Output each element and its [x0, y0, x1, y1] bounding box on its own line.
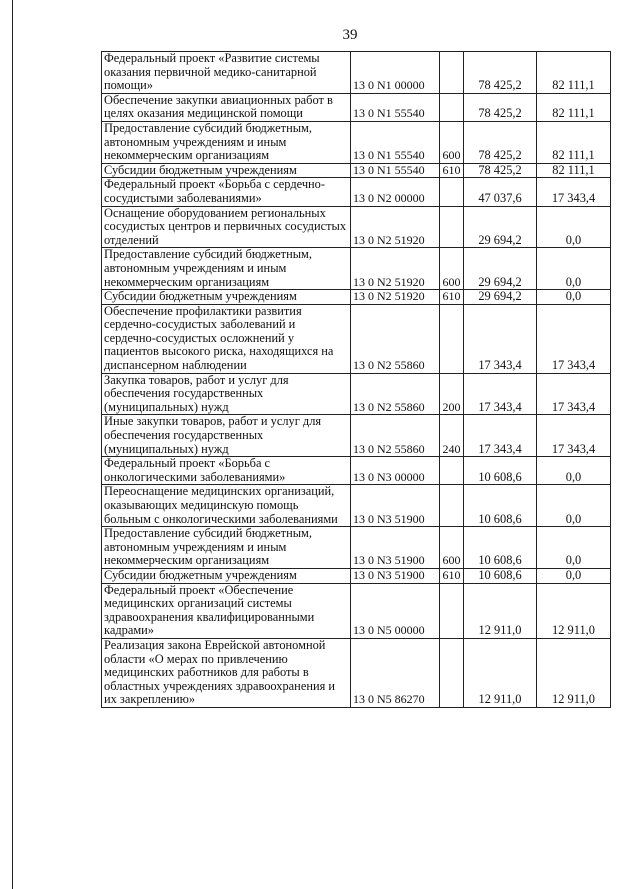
table-row [102, 248, 611, 290]
row-value-1-cell: 12 911,0 [464, 638, 537, 707]
row-value-2-cell: 17 343,4 [537, 373, 611, 415]
row-value-2-cell: 82 111,1 [537, 93, 611, 121]
table-row [102, 121, 611, 163]
table-row [102, 178, 611, 206]
row-expense-type-cell [440, 638, 464, 707]
budget-table [101, 51, 611, 708]
row-expense-type-cell [440, 304, 464, 373]
row-value-2-cell: 0,0 [537, 290, 611, 305]
row-expense-type-cell: 610 [440, 163, 464, 178]
row-code-cell: 13 0 N1 00000 [351, 52, 440, 94]
row-value-1-cell: 10 608,6 [464, 527, 537, 569]
row-value-2-cell: 0,0 [537, 485, 611, 527]
row-expense-type-cell: 600 [440, 121, 464, 163]
row-value-1-cell: 78 425,2 [464, 52, 537, 94]
row-expense-type-cell [440, 485, 464, 527]
row-code-cell: 13 0 N1 55540 [351, 121, 440, 163]
table-row [102, 52, 611, 94]
row-code-cell: 13 0 N2 55860 [351, 373, 440, 415]
row-value-2-cell: 12 911,0 [537, 583, 611, 638]
row-expense-type-cell: 600 [440, 527, 464, 569]
row-expense-type-cell: 610 [440, 568, 464, 583]
row-name-cell: Переоснащение медицинских организаций, оказывающих медицинскую помощь больным с онкологическими заболеваниями [102, 485, 351, 527]
row-value-1-cell: 12 911,0 [464, 583, 537, 638]
row-name-cell: Обеспечение закупки авиационных работ в целях оказания медицинской помощи [102, 93, 351, 121]
row-value-2-cell: 82 111,1 [537, 52, 611, 94]
row-code-cell: 13 0 N2 00000 [351, 178, 440, 206]
table-row [102, 583, 611, 638]
row-value-1-cell: 78 425,2 [464, 163, 537, 178]
row-name-cell: Закупка товаров, работ и услуг для обеспечения государственных (муниципальных) нужд [102, 373, 351, 415]
row-name-cell: Федеральный проект «Развитие системы оказания первичной медико-санитарной помощи» [102, 52, 351, 94]
row-value-1-cell: 17 343,4 [464, 304, 537, 373]
row-value-2-cell: 17 343,4 [537, 415, 611, 457]
row-value-2-cell: 0,0 [537, 457, 611, 485]
page-number: 39 [342, 27, 358, 43]
table-row [102, 163, 611, 178]
row-value-1-cell: 78 425,2 [464, 93, 537, 121]
row-name-cell: Оснащение оборудованием региональных сосудистых центров и первичных сосудистых отделений [102, 206, 351, 248]
row-value-1-cell: 10 608,6 [464, 485, 537, 527]
row-expense-type-cell: 610 [440, 290, 464, 305]
table-row [102, 93, 611, 121]
row-value-1-cell: 29 694,2 [464, 248, 537, 290]
row-value-1-cell: 29 694,2 [464, 290, 537, 305]
row-name-cell: Предоставление субсидий бюджетным, автономным учреждениям и иным некоммерческим организациям [102, 121, 351, 163]
row-expense-type-cell [440, 52, 464, 94]
row-code-cell: 13 0 N3 51900 [351, 568, 440, 583]
row-name-cell: Федеральный проект «Борьба с сердечно-сосудистыми заболеваниями» [102, 178, 351, 206]
row-name-cell: Субсидии бюджетным учреждениям [102, 568, 351, 583]
row-name-cell: Федеральный проект «Борьба с онкологическими заболеваниями» [102, 457, 351, 485]
row-value-1-cell: 17 343,4 [464, 415, 537, 457]
row-value-1-cell: 17 343,4 [464, 373, 537, 415]
row-expense-type-cell [440, 457, 464, 485]
table-row [102, 638, 611, 707]
table-row [102, 527, 611, 569]
table-row [102, 206, 611, 248]
row-expense-type-cell [440, 93, 464, 121]
row-value-1-cell: 10 608,6 [464, 568, 537, 583]
row-value-2-cell: 0,0 [537, 248, 611, 290]
row-value-2-cell: 0,0 [537, 568, 611, 583]
row-name-cell: Субсидии бюджетным учреждениям [102, 290, 351, 305]
table-row [102, 373, 611, 415]
row-name-cell: Предоставление субсидий бюджетным, автономным учреждениям и иным некоммерческим организациям [102, 527, 351, 569]
table-row [102, 485, 611, 527]
row-value-2-cell: 12 911,0 [537, 638, 611, 707]
row-code-cell: 13 0 N2 51920 [351, 248, 440, 290]
row-name-cell: Иные закупки товаров, работ и услуг для обеспечения государственных (муниципальных) нужд [102, 415, 351, 457]
row-name-cell: Федеральный проект «Обеспечение медицинских организаций системы здравоохранения квалифицированными кадрами» [102, 583, 351, 638]
row-code-cell: 13 0 N3 51900 [351, 527, 440, 569]
row-code-cell: 13 0 N1 55540 [351, 163, 440, 178]
table-row [102, 415, 611, 457]
row-value-2-cell: 0,0 [537, 206, 611, 248]
budget-table-body [102, 52, 611, 708]
row-expense-type-cell [440, 206, 464, 248]
row-expense-type-cell: 240 [440, 415, 464, 457]
row-value-2-cell: 82 111,1 [537, 121, 611, 163]
row-code-cell: 13 0 N2 55860 [351, 304, 440, 373]
row-code-cell: 13 0 N2 51920 [351, 206, 440, 248]
page-edge-line [12, 0, 13, 889]
table-row [102, 457, 611, 485]
row-value-1-cell: 29 694,2 [464, 206, 537, 248]
row-expense-type-cell [440, 583, 464, 638]
table-row [102, 304, 611, 373]
row-expense-type-cell: 600 [440, 248, 464, 290]
row-code-cell: 13 0 N1 55540 [351, 93, 440, 121]
row-value-1-cell: 47 037,6 [464, 178, 537, 206]
row-value-2-cell: 17 343,4 [537, 304, 611, 373]
row-name-cell: Реализация закона Еврейской автономной области «О мерах по привлечению медицинских работников для работы в областных учреждениях здравоохранения и их закреплению» [102, 638, 351, 707]
row-value-1-cell: 78 425,2 [464, 121, 537, 163]
row-name-cell: Субсидии бюджетным учреждениям [102, 163, 351, 178]
row-value-2-cell: 0,0 [537, 527, 611, 569]
row-value-2-cell: 82 111,1 [537, 163, 611, 178]
row-code-cell: 13 0 N2 51920 [351, 290, 440, 305]
row-code-cell: 13 0 N5 00000 [351, 583, 440, 638]
table-row [102, 568, 611, 583]
row-code-cell: 13 0 N2 55860 [351, 415, 440, 457]
row-value-2-cell: 17 343,4 [537, 178, 611, 206]
row-code-cell: 13 0 N3 51900 [351, 485, 440, 527]
table-row [102, 290, 611, 305]
row-expense-type-cell [440, 178, 464, 206]
row-code-cell: 13 0 N5 86270 [351, 638, 440, 707]
row-code-cell: 13 0 N3 00000 [351, 457, 440, 485]
row-name-cell: Обеспечение профилактики развития сердечно-сосудистых заболеваний и сердечно-сосудистых осложнений у пациентов высокого риска, находящихся на диспансерном наблюдении [102, 304, 351, 373]
row-value-1-cell: 10 608,6 [464, 457, 537, 485]
row-expense-type-cell: 200 [440, 373, 464, 415]
row-name-cell: Предоставление субсидий бюджетным, автономным учреждениям и иным некоммерческим организациям [102, 248, 351, 290]
